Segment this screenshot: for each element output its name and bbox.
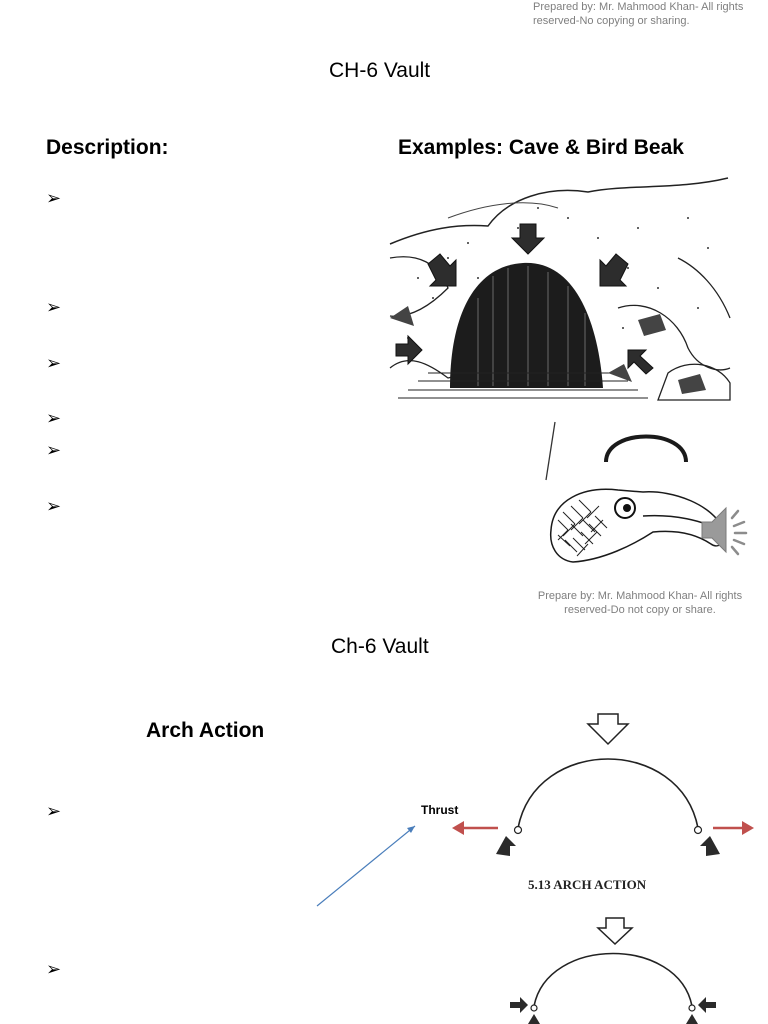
thrust-arrow-left xyxy=(452,821,498,835)
thrust-pointer-line xyxy=(317,826,415,906)
copyright-line: reserved-No copying or sharing. xyxy=(533,15,690,27)
bullet-marker: ➢ xyxy=(46,408,62,428)
arch-action-diagram xyxy=(310,706,760,1024)
bullet-marker: ➢ xyxy=(46,801,62,821)
copyright-notice-1 xyxy=(533,0,768,28)
audio-speaker-icon[interactable] xyxy=(698,502,750,558)
copyright-line: Prepared by: Mr. Mahmood Khan- All rights xyxy=(533,1,744,13)
thrust-label: Thrust xyxy=(421,803,459,817)
figure-caption: 5.13 ARCH ACTION xyxy=(528,877,647,892)
copyright-notice-2 xyxy=(527,589,753,617)
bullet-marker: ➢ xyxy=(46,188,62,208)
thrust-arrow-right xyxy=(713,821,754,835)
description-heading: Description: xyxy=(46,136,169,159)
slide-title: Ch-6 Vault xyxy=(331,635,429,658)
bullet-marker: ➢ xyxy=(46,440,62,460)
copyright-line: reserved-Do not copy or share. xyxy=(564,604,716,616)
bullet-marker: ➢ xyxy=(46,353,62,373)
cave-illustration xyxy=(388,168,733,404)
arch-action-heading: Arch Action xyxy=(146,719,265,742)
copyright-line: Prepare by: Mr. Mahmood Khan- All rights xyxy=(537,590,743,602)
bullet-marker: ➢ xyxy=(46,297,62,317)
examples-heading: Examples: Cave & Bird Beak xyxy=(398,136,684,159)
bullet-marker: ➢ xyxy=(46,959,62,979)
slide-title: CH-6 Vault xyxy=(329,59,431,82)
bullet-marker: ➢ xyxy=(46,496,62,516)
